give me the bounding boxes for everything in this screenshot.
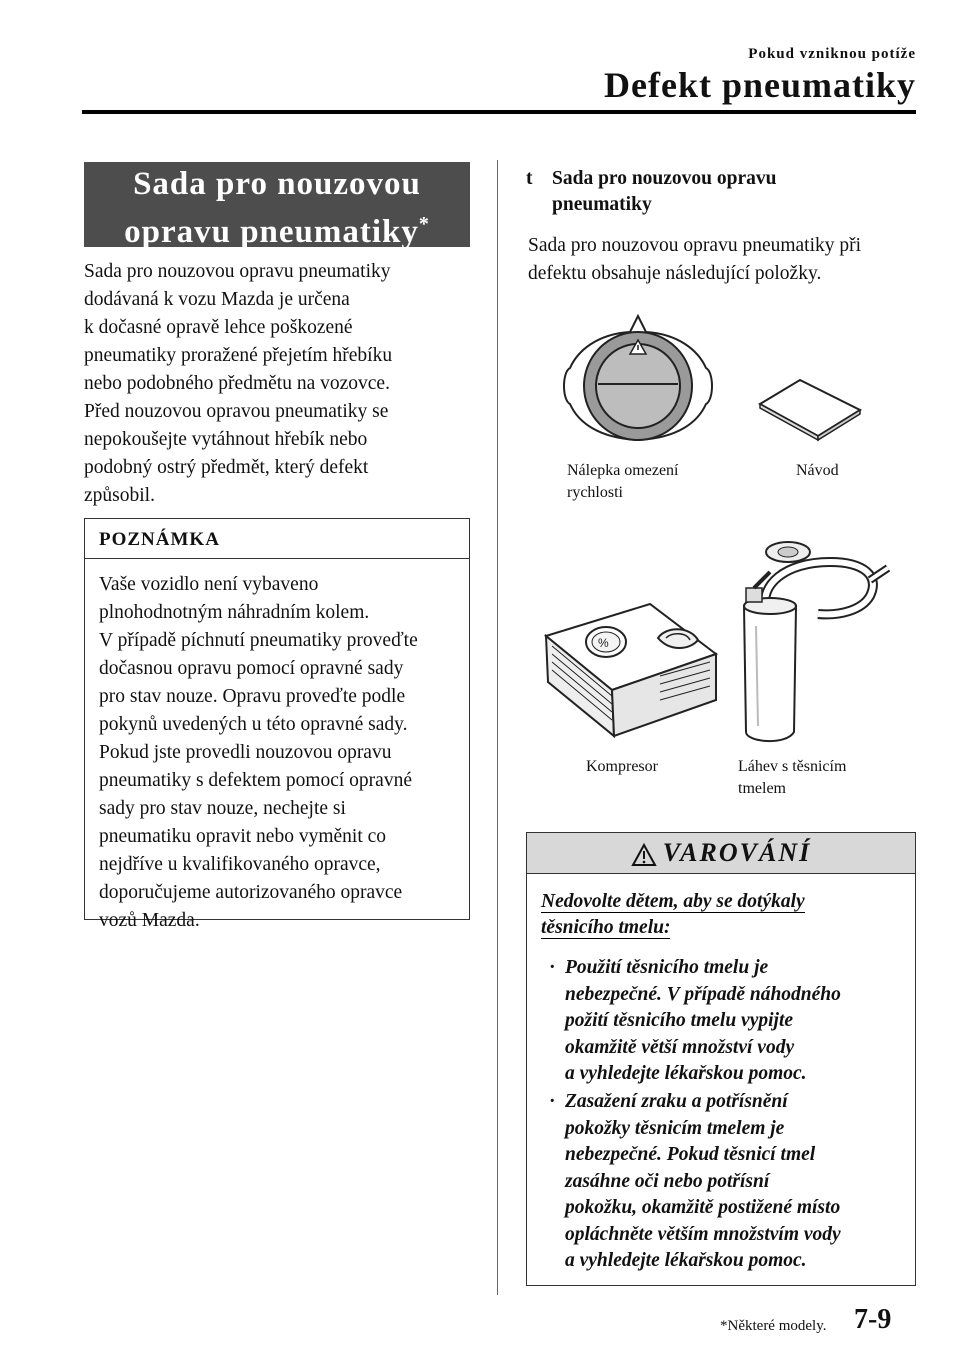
warning-triangle-icon xyxy=(631,843,657,867)
warning-item-line: Použití těsnicího tmelu je xyxy=(565,957,769,978)
warning-bullet: · xyxy=(549,957,556,978)
sealant-bottle-illustration xyxy=(730,536,900,748)
speed-sticker-label xyxy=(567,460,679,504)
note-line: Pokud jste provedli nouzovou opravu xyxy=(99,742,392,763)
section-title-line1: Sada pro nouzovou xyxy=(133,166,421,202)
compressor-illustration xyxy=(540,600,722,742)
warning-box xyxy=(526,832,916,1286)
warning-item-line: zasáhne oči nebo potřísní xyxy=(565,1170,770,1192)
compressor-label: Kompresor xyxy=(586,758,658,775)
section-title-line2: opravu pneumatiky xyxy=(124,214,419,250)
note-body xyxy=(85,559,469,935)
warning-lead xyxy=(541,889,891,941)
warning-item-line: požití těsnicího tmelu vypijte xyxy=(565,1010,794,1031)
note-line: pneumatiky s defektem pomocí opravné xyxy=(99,770,412,791)
intro-line: podobný ostrý předmět, který defekt xyxy=(84,457,369,478)
subsection-text-line2: defektu obsahuje následující položky. xyxy=(528,263,822,284)
speed-sticker-illustration xyxy=(558,310,718,460)
running-header-title: Defekt pneumatiky xyxy=(604,65,916,105)
note-line: nejdříve u kvalifikovaného opravce, xyxy=(99,854,381,875)
subsection-text xyxy=(528,232,918,288)
note-line: dočasnou opravu pomocí opravné sady xyxy=(99,658,404,679)
warning-heading-text: VAROVÁNÍ xyxy=(662,838,812,867)
warning-item-line: nebezpečné. Pokud těsnicí tmel xyxy=(565,1144,816,1165)
subsection-title xyxy=(526,166,886,218)
column-divider xyxy=(497,160,498,1295)
intro-line: nepokoušejte vytáhnout hřebík nebo xyxy=(84,429,368,450)
intro-paragraph xyxy=(84,258,474,510)
bottle-label-line1: Láhev s těsnicím xyxy=(738,758,847,775)
note-line: vozů Mazda. xyxy=(99,910,200,931)
intro-line: k dočasné opravě lehce poškozené xyxy=(84,317,353,338)
speed-sticker-label-line2: rychlosti xyxy=(567,484,623,501)
svg-text:%: % xyxy=(598,636,609,650)
warning-item-line: nebezpečné. V případě náhodného xyxy=(565,983,841,1005)
intro-line: Sada pro nouzovou opravu pneumatiky xyxy=(84,261,391,282)
speed-sticker-label-line1: Nálepka omezení xyxy=(567,462,679,479)
intro-line: způsobil. xyxy=(84,485,155,506)
note-heading: POZNÁMKA xyxy=(85,519,469,559)
manual-label: Návod xyxy=(796,462,839,479)
intro-line: Před nouzovou opravou pneumatiky se xyxy=(84,401,389,422)
page-number: 7-9 xyxy=(854,1304,892,1335)
warning-lead-line1: Nedovolte dětem, aby se dotýkaly xyxy=(541,891,805,912)
intro-line: dodávaná k vozu Mazda je určena xyxy=(84,289,350,310)
bottle-label-line2: tmelem xyxy=(738,780,786,797)
warning-item-2 xyxy=(549,1089,899,1275)
note-line: V případě píchnutí pneumatiky proveďte xyxy=(99,630,418,651)
running-header-section: Pokud vzniknou potíže xyxy=(748,46,916,62)
note-line: plnohodnotným náhradním kolem. xyxy=(99,602,370,623)
subsection-text-line1: Sada pro nouzovou opravu pneumatiky při xyxy=(528,235,862,256)
note-line: pneumatiku opravit nebo vyměnit co xyxy=(99,826,387,847)
warning-item-line: a vyhledejte lékařskou pomoc. xyxy=(565,1063,807,1084)
manual-illustration xyxy=(756,376,866,442)
note-line: Vaše vozidlo není vybaveno xyxy=(99,574,319,595)
warning-bullet: · xyxy=(549,1091,556,1112)
intro-line: pneumatiky proražené přejetím hřebíku xyxy=(84,345,393,366)
section-title-footnote-mark: * xyxy=(418,213,430,235)
warning-item-line: Zasažení zraku a potřísnění xyxy=(565,1091,788,1112)
bottle-label xyxy=(738,756,846,800)
warning-item-line: a vyhledejte lékařskou pomoc. xyxy=(565,1250,807,1271)
warning-item-line: pokožku, okamžitě postižené místo xyxy=(565,1197,841,1218)
warning-item-line: opláchněte větším množstvím vody xyxy=(565,1223,841,1245)
footnote: *Některé modely. xyxy=(720,1318,827,1334)
intro-line: nebo podobného předmětu na vozovce. xyxy=(84,373,390,394)
warning-item-1 xyxy=(549,955,899,1088)
note-box xyxy=(84,518,470,931)
warning-heading xyxy=(527,833,915,874)
subsection-bullet: t xyxy=(526,168,533,189)
note-line: pokynů uvedených u této opravné sady. xyxy=(99,714,408,735)
subsection-title-line2: pneumatiky xyxy=(552,194,652,215)
warning-item-line: okamžitě větší množství vody xyxy=(565,1036,795,1058)
warning-lead-line2: těsnicího tmelu: xyxy=(541,917,671,938)
note-line: sady pro stav nouze, nechejte si xyxy=(99,798,346,819)
warning-item-line: pokožky těsnicím tmelem je xyxy=(565,1117,785,1139)
header-rule xyxy=(82,110,916,114)
note-line: doporučujeme autorizovaného opravce xyxy=(99,882,403,903)
subsection-title-line1: Sada pro nouzovou opravu xyxy=(552,168,777,189)
section-title-box xyxy=(84,162,470,250)
note-line: pro stav nouze. Opravu proveďte podle xyxy=(99,686,406,707)
